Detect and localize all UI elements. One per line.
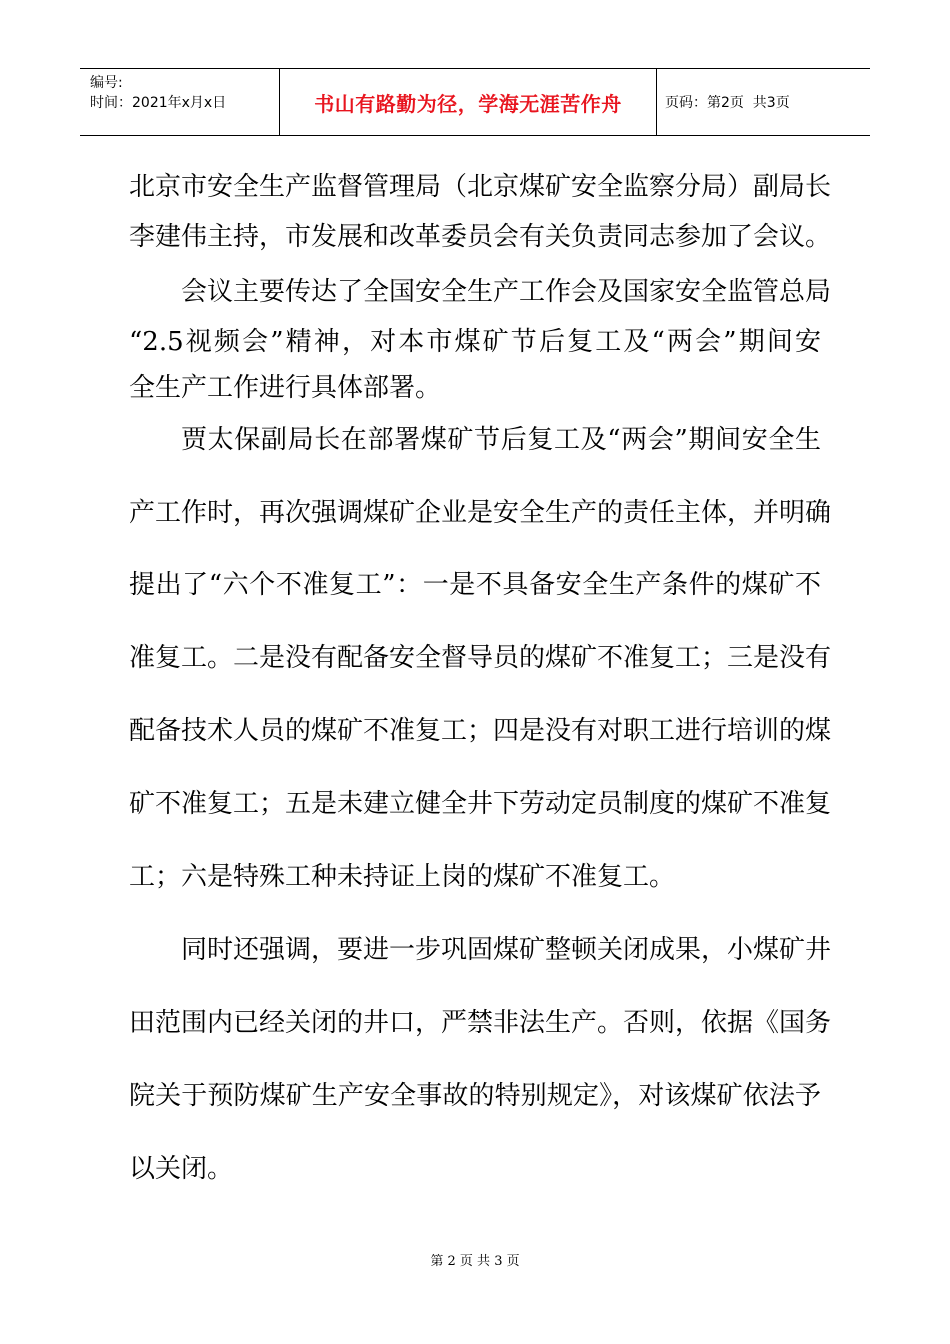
document-number-label: 编号: — [90, 75, 123, 91]
paragraph-start-line: 会议主要传达了全国安全生产工作会及国家安全监管总局 — [181, 277, 832, 307]
header-page-label: 页码：第2页 共3页 — [665, 95, 790, 111]
body-line: 矿不准复工；五是未建立健全井下劳动定员制度的煤矿不准复 — [129, 789, 832, 819]
header-meta — [80, 69, 280, 135]
body-line: 产工作时，再次强调煤矿企业是安全生产的责任主体，并明确 — [129, 498, 832, 528]
document-date: 时间：2021年x月x日 — [90, 95, 227, 111]
body-line: 提出了“六个不准复工”：一是不具备安全生产条件的煤矿不 — [129, 570, 821, 600]
body-line: 北京市安全生产监督管理局（北京煤矿安全监察分局）副局长 — [129, 172, 832, 202]
paragraph-start-line: 同时还强调，要进一步巩固煤矿整顿关闭成果，小煤矿井 — [181, 935, 832, 965]
body-line: 田范围内已经关闭的井口，严禁非法生产。否则，依据《国务 — [129, 1008, 832, 1038]
paragraph-start-line: 贾太保副局长在部署煤矿节后复工及“两会”期间安全生 — [181, 425, 821, 455]
page-footer: 第 2 页 共 3 页 — [430, 1254, 520, 1269]
body-line: 李建伟主持，市发展和改革委员会有关负责同志参加了会议。 — [129, 222, 832, 252]
body-line: 准复工。二是没有配备安全督导员的煤矿不准复工；三是没有 — [129, 643, 832, 673]
header-motto: 书山有路勤为径，学海无涯苦作舟 — [280, 69, 657, 135]
body-line: 院关于预防煤矿生产安全事故的特别规定》，对该煤矿依法予 — [129, 1081, 821, 1111]
body-line: 以关闭。 — [129, 1154, 234, 1184]
header-page-info — [657, 69, 870, 135]
body-line: 全生产工作进行具体部署。 — [129, 373, 442, 403]
body-line: “2.5视频会”精神，对本市煤矿节后复工及“两会”期间安 — [129, 327, 821, 357]
body-line: 配备技术人员的煤矿不准复工；四是没有对职工进行培训的煤 — [129, 716, 832, 746]
body-line: 工；六是特殊工种未持证上岗的煤矿不准复工。 — [129, 862, 676, 892]
page-header — [80, 68, 870, 136]
